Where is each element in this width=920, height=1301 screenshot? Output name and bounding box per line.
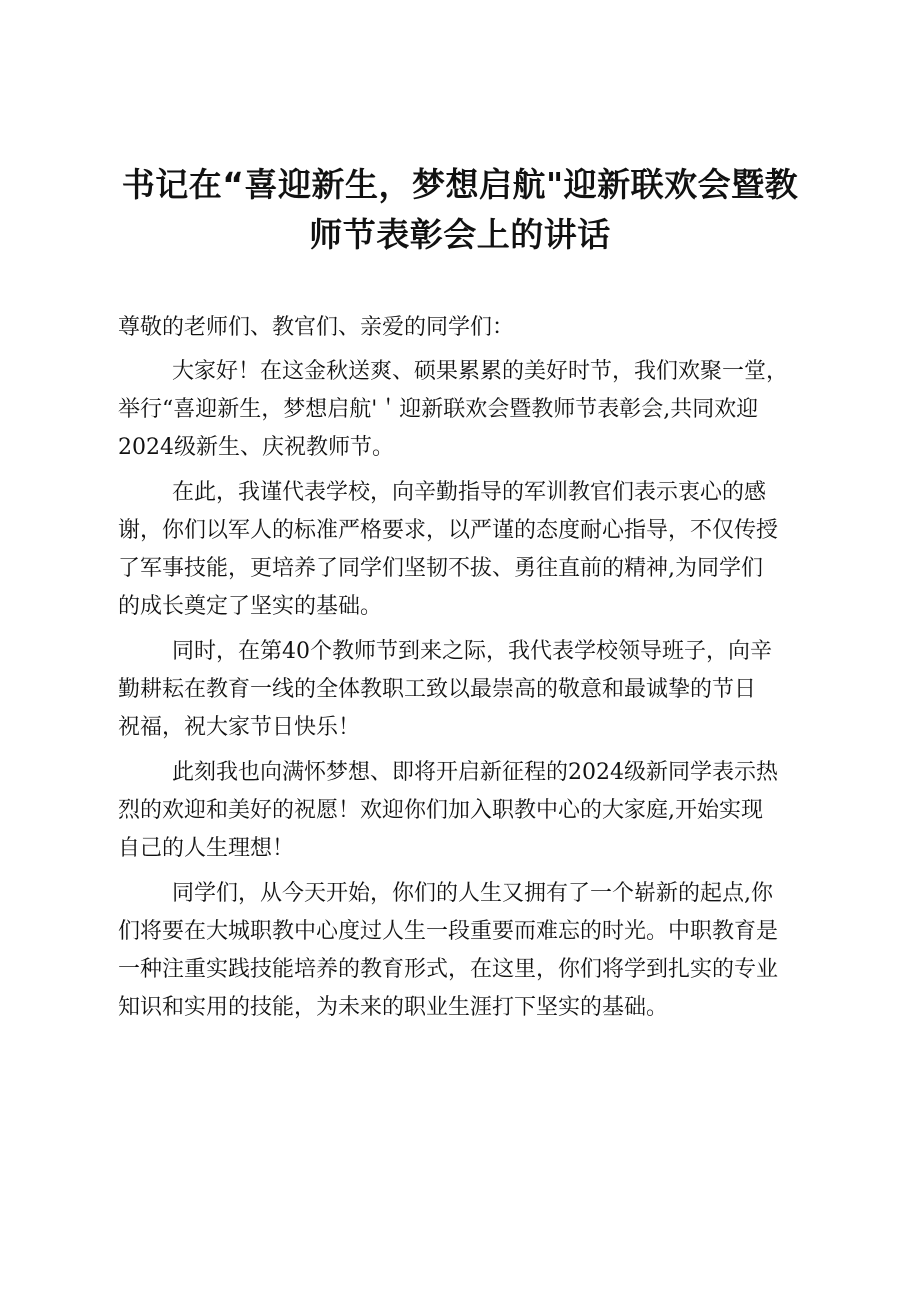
salutation-text: 尊敬的老师们、教官们、亲爱的同学们：: [118, 315, 515, 340]
title-line: 书记在“喜迎新生，梦想启航"迎新联欢会暨教: [121, 165, 799, 204]
text-line: 此刻我也向满怀梦想、即将开启新征程的2024级新同学表示热: [172, 760, 778, 785]
text-line: 在此，我谨代表学校，向辛勤指导的军训教官们表示衷心的感: [172, 480, 767, 505]
paragraph-thanks-instructors: [118, 474, 818, 626]
text-line: 自己的人生理想！: [118, 836, 295, 861]
text-line: 2024级新生、庆祝教师节。: [118, 435, 394, 460]
document-title: [100, 160, 820, 260]
paragraph-greeting: [118, 353, 818, 467]
speech-body: [118, 309, 818, 1034]
salutation: [118, 309, 818, 347]
text-line: 知识和实用的技能，为未来的职业生涯打下坚实的基础。: [118, 995, 669, 1020]
text-line: 同时，在第40个教师节到来之际，我代表学校领导班子，向辛: [172, 639, 772, 664]
title-line: 师节表彰会上的讲话: [309, 215, 611, 254]
text-line: 勤耕耘在教育一线的全体教职工致以最崇高的敬意和最诚挚的节日: [118, 677, 757, 702]
text-line: 烈的欢迎和美好的祝愿！欢迎你们加入职教中心的大家庭,开始实现: [118, 798, 763, 823]
text-line: 同学们，从今天开始，你们的人生又拥有了一个崭新的起点,你: [172, 881, 773, 906]
text-line: 了军事技能，更培养了同学们坚韧不拔、勇往直前的精神,为同学们: [118, 556, 763, 581]
text-line: 举行“喜迎新生，梦想启航'＇迎新联欢会暨教师节表彰会,共同欢迎: [118, 397, 759, 422]
text-line: 祝福，祝大家节日快乐！: [118, 715, 361, 740]
text-line: 大家好！在这金秋送爽、硕果累累的美好时节，我们欢聚一堂，: [172, 359, 789, 384]
text-line: 一种注重实践技能培养的教育形式，在这里，你们将学到扎实的专业: [118, 957, 779, 982]
text-line: 谢，你们以军人的标准严格要求，以严谨的态度耐心指导，不仅传授: [118, 518, 779, 543]
text-line: 们将要在大城职教中心度过人生一段重要而难忘的时光。中职教育是: [118, 919, 779, 944]
text-line: 的成长奠定了坚实的基础。: [118, 594, 383, 619]
paragraph-new-start: [118, 875, 818, 1027]
paragraph-welcome-students: [118, 754, 818, 868]
paragraph-teachers-day: [118, 633, 818, 747]
